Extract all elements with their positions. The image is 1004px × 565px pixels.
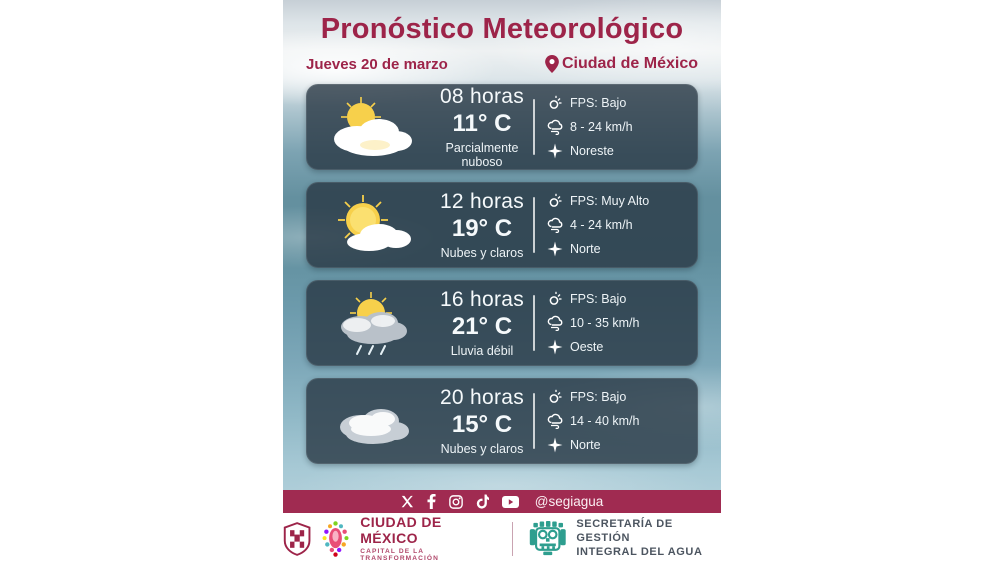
tiktok-icon	[476, 494, 489, 509]
uv-protection-icon	[547, 95, 563, 111]
temperature-value: 21° C	[451, 313, 513, 341]
footer-divider	[512, 522, 513, 556]
city-name: CIUDAD DE MÉXICO	[360, 514, 442, 546]
wind-label: 14 - 40 km/h	[570, 414, 640, 428]
direction-label: Norte	[570, 242, 601, 256]
wind-icon	[547, 217, 563, 233]
forecast-card-12h	[306, 182, 698, 268]
card-center	[431, 386, 533, 456]
wind-label: 10 - 35 km/h	[570, 316, 640, 330]
subheader-row	[283, 55, 721, 73]
time-label: 20 horas	[439, 385, 525, 409]
card-divider	[533, 295, 535, 351]
uv-label: FPS: Muy Alto	[570, 194, 650, 208]
uv-protection-icon	[547, 193, 563, 209]
card-metrics	[547, 95, 689, 159]
wind-icon	[547, 119, 563, 135]
uv-metric	[547, 389, 689, 405]
secretariat-line2: INTEGRAL DEL AGUA	[576, 545, 703, 558]
city-tagline: CAPITAL DE LA TRANSFORMACIÓN	[360, 548, 440, 563]
temperature-value: 11° C	[452, 109, 512, 137]
x-twitter-icon	[401, 495, 414, 508]
direction-metric	[547, 339, 689, 355]
condition-label: Parcialmente nuboso	[445, 140, 519, 169]
card-center	[431, 190, 533, 260]
forecast-card-08h	[306, 84, 698, 170]
uv-protection-icon	[547, 291, 563, 307]
forecast-cards	[283, 84, 721, 464]
weather-icon-rain-sun-cloud	[315, 289, 431, 357]
uv-label: FPS: Bajo	[570, 292, 627, 306]
card-center	[431, 288, 533, 358]
location-label: Ciudad de México	[561, 55, 698, 72]
footer	[283, 513, 721, 565]
direction-label: Oeste	[570, 340, 604, 354]
segiagua-mask-logo	[528, 520, 568, 558]
wind-metric	[547, 217, 689, 233]
weather-icon-sun-behind-clouds	[315, 93, 431, 161]
condition-label: Nubes y claros	[440, 245, 524, 260]
wind-metric	[547, 315, 689, 331]
uv-metric	[547, 95, 689, 111]
forecast-card-20h	[306, 378, 698, 464]
facebook-icon	[427, 494, 436, 509]
wind-metric	[547, 413, 689, 429]
direction-metric	[547, 437, 689, 453]
direction-metric	[547, 241, 689, 257]
secretariat-text	[576, 518, 721, 559]
date-label: Jueves 20 de marzo	[306, 55, 448, 73]
forecast-card-16h	[306, 280, 698, 366]
direction-label: Norte	[570, 438, 601, 452]
time-label: 12 horas	[439, 189, 525, 213]
cdmx-shield-logo	[283, 521, 311, 557]
weather-icon-cloud	[315, 387, 431, 455]
direction-label: Noreste	[570, 144, 614, 158]
page-title: Pronóstico Meteorológico	[320, 13, 684, 45]
time-label: 16 horas	[439, 287, 525, 311]
compass-icon	[547, 437, 563, 453]
condition-label: Lluvia débil	[450, 343, 514, 358]
weather-icon-sun-with-cloud	[315, 191, 431, 259]
uv-label: FPS: Bajo	[570, 390, 627, 404]
social-handle: @segiagua	[534, 494, 604, 509]
wind-label: 8 - 24 km/h	[570, 120, 633, 134]
compass-icon	[547, 339, 563, 355]
condition-label: Nubes y claros	[440, 441, 524, 456]
social-bar	[283, 490, 721, 513]
uv-metric	[547, 193, 689, 209]
card-center	[431, 85, 533, 169]
temperature-value: 19° C	[451, 215, 513, 243]
uv-protection-icon	[547, 389, 563, 405]
wind-icon	[547, 413, 563, 429]
card-divider	[533, 393, 535, 449]
compass-icon	[547, 143, 563, 159]
location-pin-icon	[545, 55, 559, 73]
weather-poster	[283, 0, 721, 565]
wind-metric	[547, 119, 689, 135]
direction-metric	[547, 143, 689, 159]
youtube-icon	[502, 496, 519, 508]
card-divider	[533, 197, 535, 253]
compass-icon	[547, 241, 563, 257]
card-metrics	[547, 389, 689, 453]
uv-label: FPS: Bajo	[570, 96, 627, 110]
card-metrics	[547, 291, 689, 355]
uv-metric	[547, 291, 689, 307]
temperature-value: 15° C	[451, 411, 513, 439]
transformation-logo	[320, 519, 351, 559]
time-label: 08 horas	[439, 84, 525, 108]
instagram-icon	[449, 495, 463, 509]
location	[545, 55, 698, 73]
city-logo-text	[360, 515, 497, 562]
wind-icon	[547, 315, 563, 331]
wind-label: 4 - 24 km/h	[570, 218, 633, 232]
card-divider	[533, 99, 535, 155]
secretariat-line1: SECRETARÍA DE GESTIÓN	[576, 518, 673, 545]
card-metrics	[547, 193, 689, 257]
